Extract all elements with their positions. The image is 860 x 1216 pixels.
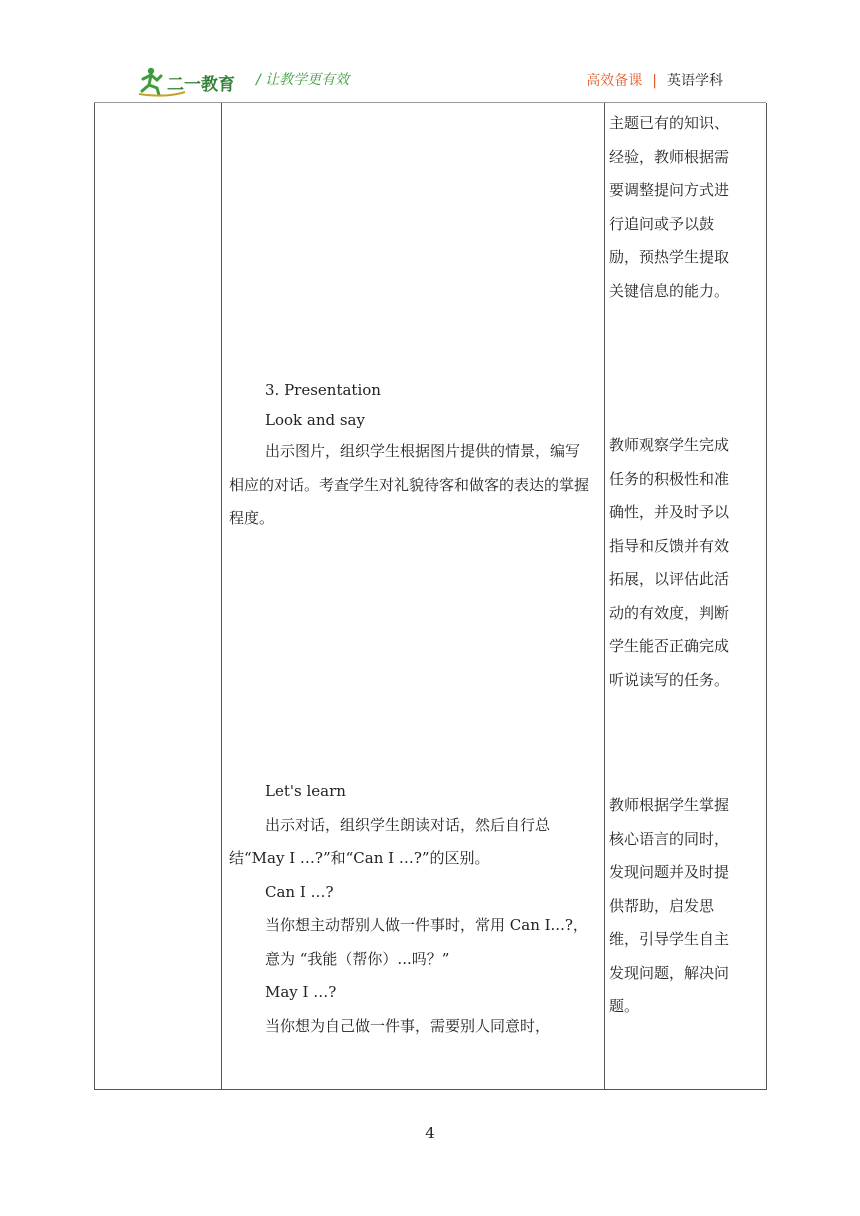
text-line: 经验，教师根据需 <box>609 147 730 166</box>
header-subject <box>586 70 723 90</box>
text-line: 行追问或予以鼓 <box>609 214 715 233</box>
header-separator: | <box>652 73 657 89</box>
text-line: 主题已有的知识、 <box>609 114 730 132</box>
text-line: 听说读写的任务。 <box>609 670 730 689</box>
may-i-explanation: 当你想为自己做一件事，需要别人同意时， <box>265 1016 551 1035</box>
text-line: 指导和反馈并有效 <box>609 536 730 555</box>
may-i-heading: May I …? <box>265 983 337 1001</box>
activity-description: 出示对话，组织学生朗读对话，然后自行总结“May I …?”和“Can I …?”的区别。 <box>229 815 551 867</box>
text-line: 学生能否正确完成 <box>609 637 730 655</box>
text-line: 发现问题，解决问 <box>609 963 730 982</box>
evaluation-note-3 <box>609 789 759 1024</box>
activity-presentation <box>229 375 591 536</box>
brand-logo <box>137 64 249 98</box>
evaluation-note-1 <box>609 107 759 308</box>
header-slogan: / 让教学更有效 <box>256 72 350 88</box>
text-line: 维，引导学生自主 <box>609 930 730 948</box>
evaluation-note-2 <box>609 429 759 697</box>
text-line: 教师观察学生完成 <box>609 436 730 454</box>
logo-text: 二一教育 <box>167 75 235 95</box>
text-line: 要调整提问方式进 <box>609 181 730 199</box>
text-line: 确性，并及时予以 <box>609 503 730 521</box>
header-label-subject: 英语学科 <box>667 73 723 89</box>
column-divider-1 <box>221 103 222 1089</box>
text-line: 供帮助，启发思 <box>609 896 715 915</box>
text-line: 拓展，以评估此活 <box>609 570 730 588</box>
text-line: 题。 <box>609 997 640 1015</box>
can-i-explanation: 当你想主动帮别人做一件事时，常用 Can I...?， <box>265 916 588 934</box>
section-heading: Let's learn <box>265 782 346 800</box>
text-line: 任务的积极性和准 <box>609 469 730 488</box>
text-line: 关键信息的能力。 <box>609 281 730 300</box>
text-line: 核心语言的同时， <box>609 829 730 848</box>
text-line: 教师根据学生掌握 <box>609 796 730 814</box>
can-i-meaning: 意为 “我能（帮你）...吗？” <box>265 949 450 968</box>
page-number: 4 <box>425 1124 435 1142</box>
section-heading: 3. Presentation <box>265 381 381 399</box>
activity-lets-learn <box>229 775 591 1043</box>
text-line: 励，预热学生提取 <box>609 248 730 266</box>
header-label-prep: 高效备课 <box>586 73 643 89</box>
section-subheading: Look and say <box>265 411 365 429</box>
text-line: 动的有效度，判断 <box>609 603 730 622</box>
text-line: 发现问题并及时提 <box>609 863 730 881</box>
activity-description: 出示图片，组织学生根据图片提供的情景，编写相应的对话。考查学生对礼貌待客和做客的表达的掌握程度。 <box>229 442 590 527</box>
page-header <box>0 0 860 100</box>
can-i-heading: Can I …? <box>265 882 334 901</box>
lesson-table <box>94 103 767 1090</box>
column-divider-2 <box>604 103 605 1089</box>
